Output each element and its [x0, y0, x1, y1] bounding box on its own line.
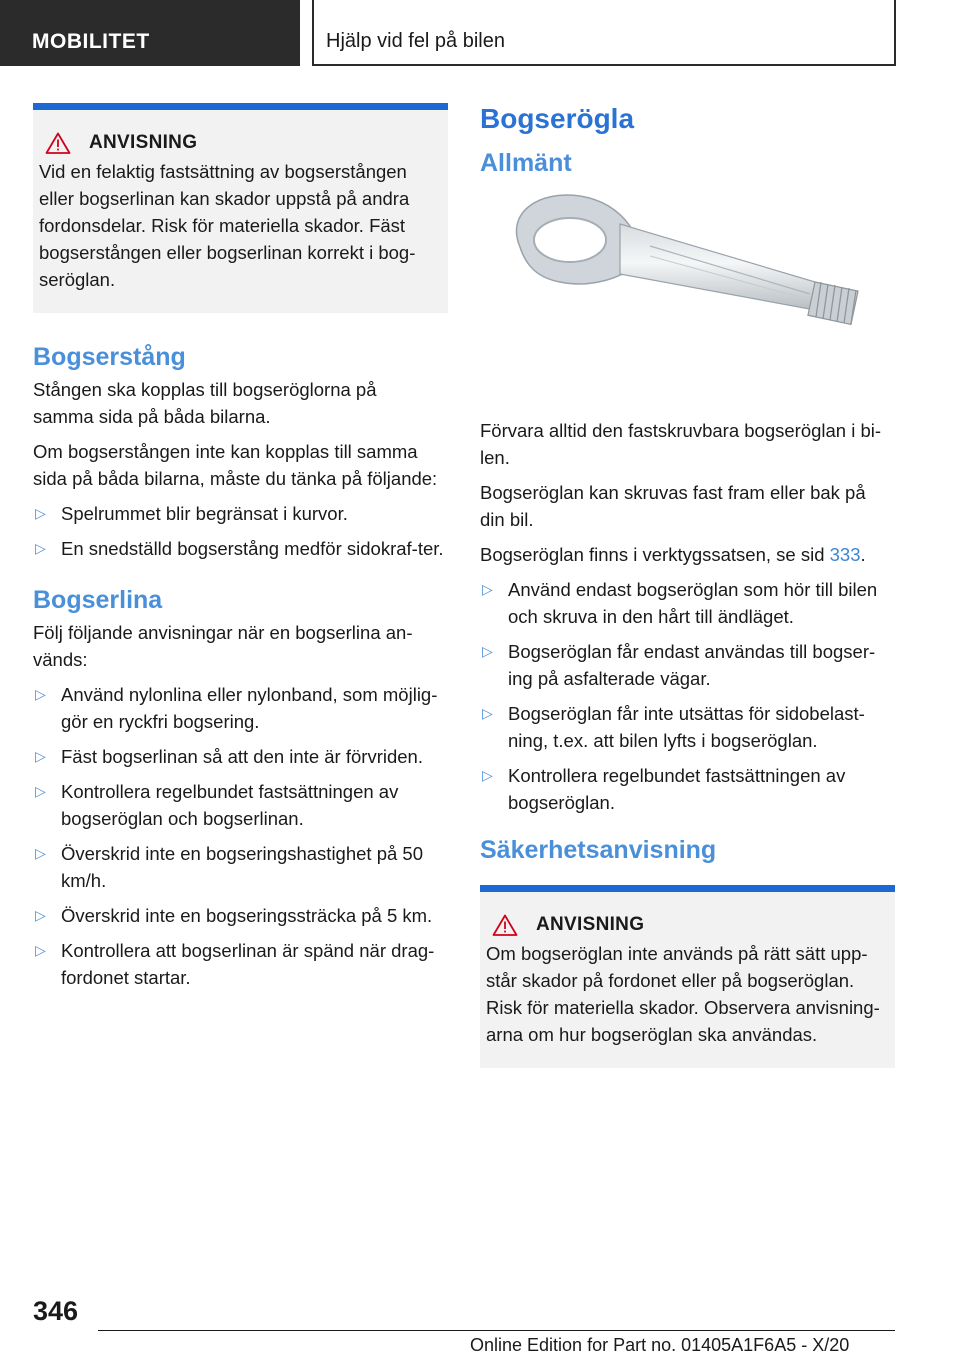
paragraph: Följ följande anvisningar när en bogserlina an-vänds: [33, 622, 413, 670]
page-header [0, 0, 960, 66]
notice-box [33, 103, 448, 313]
heading-allmant: Allmänt [480, 149, 572, 177]
bullet-list [480, 576, 895, 816]
list-item: ▷ Använd nylonlina eller nylonband, som möjlig-gör en ryckfri bogsering. [33, 681, 448, 735]
notice-box [480, 885, 895, 1068]
heading-bogserogla: Bogserögla [480, 103, 635, 134]
list-item: ▷ Bogseröglan får endast användas till bogser-ing på asfalterade vägar. [480, 638, 895, 692]
list-item: ▷ Kontrollera regelbundet fastsättningen av bogseröglan och bogserlinan. [33, 778, 448, 832]
bullet-triangle-icon: ▷ [482, 705, 493, 721]
list-item: ▷ Spelrummet blir begränsat i kurvor. [33, 500, 448, 527]
list-item: ▷ Bogseröglan får inte utsättas för sidobelast-ning, t.ex. att bilen lyfts i bogseröglan. [480, 700, 895, 754]
list-item: ▷ Överskrid inte en bogseringssträcka på 5 km. [33, 902, 448, 929]
heading-bogserstang: Bogserstång [33, 343, 186, 371]
right-column [480, 103, 895, 1068]
list-item: ▷ En snedställd bogserstång medför sidokraf-ter. [33, 535, 448, 562]
paragraph: Stången ska kopplas till bogseröglorna på samma sida på båda bilarna. [33, 379, 377, 427]
bullet-triangle-icon: ▷ [35, 505, 46, 521]
notice-text: Vid en felaktig fastsättning av bogserstången eller bogserlinan kan skador uppstå på andra fordonsdelar. Risk för materiella skador. Fäst bogserstången eller bogserlinan korrekt i bog-seröglan. [39, 161, 416, 290]
warning-triangle-icon [45, 132, 71, 154]
left-column [33, 103, 448, 999]
bullet-triangle-icon: ▷ [35, 942, 46, 958]
page-number: 346 [33, 1296, 79, 1326]
notice-title: ANVISNING [536, 914, 645, 935]
paragraph: Förvara alltid den fastskruvbara bogseröglan i bi-len. [480, 420, 882, 468]
bullet-list [33, 500, 448, 562]
page-reference-link[interactable]: 333 [829, 544, 861, 565]
paragraph: Om bogserstången inte kan kopplas till samma sida på båda bilarna, måste du tänka på följande: [33, 441, 438, 489]
bullet-triangle-icon: ▷ [35, 783, 46, 799]
footer-divider [98, 1330, 895, 1331]
chapter-title: Hjälp vid fel på bilen [312, 0, 896, 66]
paragraph: Bogseröglan finns i verktygssatsen, se sid 333. [480, 544, 866, 565]
bullet-triangle-icon: ▷ [482, 767, 493, 783]
paragraph: Bogseröglan kan skruvas fast fram eller bak på din bil. [480, 482, 866, 530]
heading-bogserlina: Bogserlina [33, 586, 163, 614]
notice-text: Om bogseröglan inte används på rätt sätt upp-står skador på fordonet eller på bogseröglan. Risk för materiella skador. Observera anvisning-arna om hur bogseröglan ska användas. [486, 943, 880, 1045]
section-tab: MOBILITET [0, 0, 300, 66]
bullet-triangle-icon: ▷ [35, 748, 46, 764]
towing-eye-image [480, 182, 895, 412]
notice-header [39, 132, 440, 154]
warning-triangle-icon [492, 914, 518, 936]
bullet-triangle-icon: ▷ [35, 907, 46, 923]
bullet-triangle-icon: ▷ [35, 540, 46, 556]
bullet-triangle-icon: ▷ [482, 643, 493, 659]
bullet-triangle-icon: ▷ [35, 686, 46, 702]
list-item: ▷ Använd endast bogseröglan som hör till bilen och skruva in den hårt till ändläget. [480, 576, 895, 630]
list-item: ▷ Kontrollera regelbundet fastsättningen av bogseröglan. [480, 762, 895, 816]
list-item: ▷ Fäst bogserlinan så att den inte är förvriden. [33, 743, 448, 770]
notice-header [486, 914, 887, 936]
list-item: ▷ Överskrid inte en bogseringshastighet på 50 km/h. [33, 840, 448, 894]
edition-text: Online Edition for Part no. 01405A1F6A5 - X/20 [470, 1335, 850, 1355]
bullet-triangle-icon: ▷ [35, 845, 46, 861]
bullet-triangle-icon: ▷ [482, 581, 493, 597]
heading-sakerhetsanvisning: Säkerhetsanvisning [480, 836, 717, 864]
list-item: ▷ Kontrollera att bogserlinan är spänd när drag-fordonet startar. [33, 937, 448, 991]
bullet-list [33, 681, 448, 991]
notice-title: ANVISNING [89, 132, 198, 153]
